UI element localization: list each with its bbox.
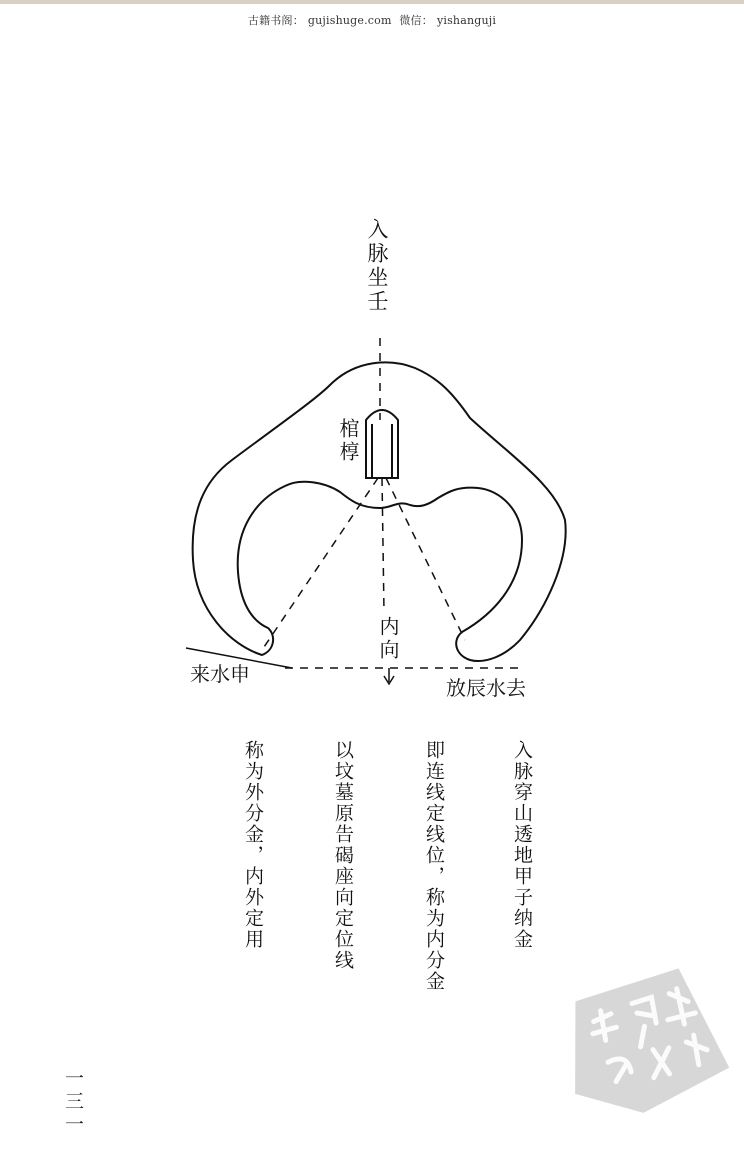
site-label: 古籍书阁： <box>247 14 304 27</box>
page-number: 一三一 <box>62 1068 84 1137</box>
caption-4: 称为外分金，内外定用 <box>242 740 264 950</box>
caption-2: 即连线定线位，称为内分金 <box>423 740 445 992</box>
wechat-label: 微信： <box>399 14 433 27</box>
caption-1: 入脉穿山透地甲子纳金 <box>511 740 533 950</box>
right-water-label: 放辰水去 <box>446 676 526 700</box>
coffin-outline <box>366 410 398 478</box>
site-url: gujishuge.com <box>307 14 392 27</box>
coffin-label: 棺椁 <box>336 418 360 464</box>
left-sight-line <box>262 478 378 650</box>
facing-label: 内向 <box>376 616 400 662</box>
top-label: 入脉坐壬 <box>365 218 389 314</box>
seal-stamp-icon <box>559 958 738 1124</box>
caption-3: 以坟墓原告碣座向定位线 <box>332 740 354 971</box>
left-water-label: 来水申 <box>190 662 250 686</box>
wechat-id: yishanguji <box>436 14 497 27</box>
axis-vertical-line <box>382 478 384 612</box>
